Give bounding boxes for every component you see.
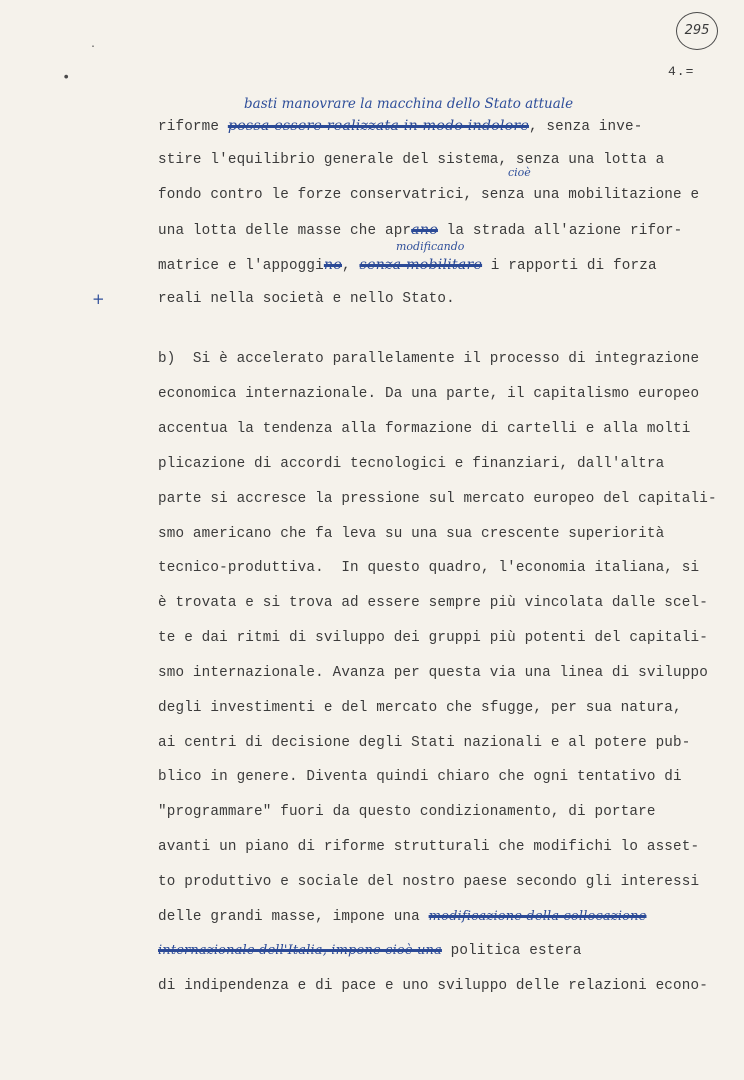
archive-stamp: 295 <box>676 12 718 50</box>
text-line: delle grandi masse, impone una modificazione della collocazione <box>158 909 647 925</box>
page-number: 4.= <box>668 64 695 79</box>
text-line: plicazione di accordi tecnologici e finanziari, dall'altra <box>158 456 665 472</box>
text-line: degli investimenti e del mercato che sfugge, per sua natura, <box>158 700 682 716</box>
text-line: blico in genere. Diventa quindi chiaro che ogni tentativo di <box>158 769 682 785</box>
text-line: "programmare" fuori da questo condizionamento, di portare <box>158 804 656 820</box>
text-line: matrice e l'appoggino, senza mobilitare i rapporti di forza <box>158 257 657 274</box>
speck-mark: • <box>62 70 71 86</box>
text-line: reali nella società e nello Stato. <box>158 291 455 307</box>
text-line: b) Si è accelerato parallelamente il processo di integrazione <box>158 351 700 367</box>
text-line: fondo contro le forze conservatrici, senza una mobilitazione e <box>158 187 700 203</box>
handwritten-insert: modificando <box>396 240 465 253</box>
text-line: una lotta delle masse che aprano la strada all'azione rifor- <box>158 222 683 239</box>
text-line: to produttivo e sociale del nostro paese secondo gli interessi <box>158 874 700 890</box>
struck-text: internazionale dell'Italia, impone cioè una <box>158 943 442 958</box>
speck-mark: · <box>90 42 97 53</box>
text-line: te e dai ritmi di sviluppo dei gruppi più potenti del capitali- <box>158 630 708 646</box>
struck-text: possa essere realizzata in modo indolore <box>227 118 529 134</box>
text-line: smo internazionale. Avanza per questa via una linea di sviluppo <box>158 665 708 681</box>
text-line: stire l'equilibrio generale del sistema, senza una lotta a <box>158 152 665 168</box>
struck-text: no <box>323 257 342 273</box>
struck-text: senza mobilitare <box>359 257 483 273</box>
text-line: di indipendenza e di pace e uno sviluppo delle relazioni econo- <box>158 978 708 994</box>
text-line: tecnico-produttiva. In questo quadro, l'economia italiana, si <box>158 560 700 576</box>
handwritten-insert: basti manovrare la macchina dello Stato attuale <box>244 96 574 112</box>
text-line: è trovata e si trova ad essere sempre più vincolata dalle scel- <box>158 595 708 611</box>
text-line: accentua la tendenza alla formazione di cartelli e alla molti <box>158 421 691 437</box>
struck-text: modificazione della collocazione <box>428 909 647 924</box>
handwritten-insert: cioè <box>508 166 531 179</box>
margin-plus-mark: + <box>92 290 105 308</box>
text-line: internazionale dell'Italia, impone cioè una politica estera <box>158 943 582 959</box>
text-line: ai centri di decisione degli Stati nazionali e al potere pub- <box>158 735 691 751</box>
text-line: avanti un piano di riforme strutturali che modifichi lo asset- <box>158 839 700 855</box>
text-line: riforme possa essere realizzata in modo indolore, senza inve- <box>158 118 643 135</box>
text-line: economica internazionale. Da una parte, il capitalismo europeo <box>158 386 700 402</box>
struck-text: ano <box>411 222 438 238</box>
text-line: smo americano che fa leva su una sua crescente superiorità <box>158 526 665 542</box>
text-line: parte si accresce la pressione sul mercato europeo del capitali- <box>158 491 717 507</box>
